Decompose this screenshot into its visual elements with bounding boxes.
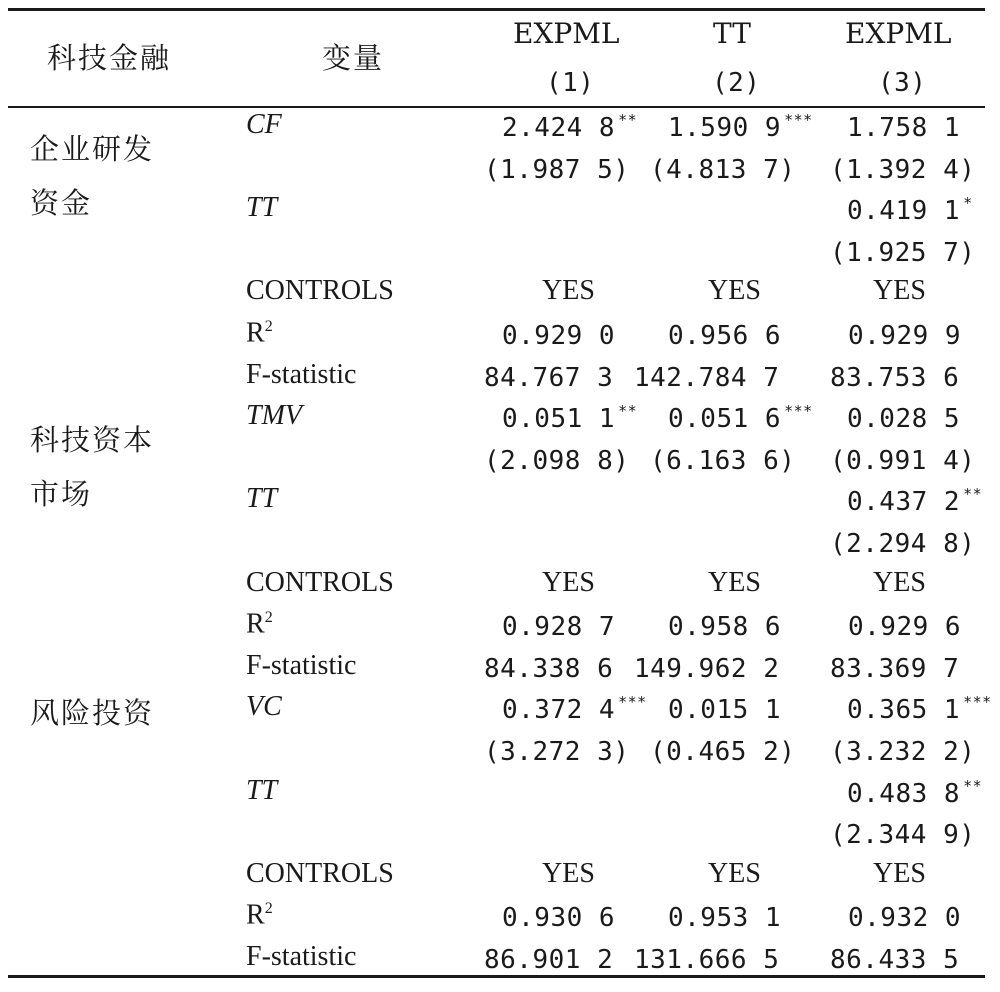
variable-name: CF xyxy=(246,109,282,140)
r-superscript: 2 xyxy=(264,318,273,335)
r-squared-label xyxy=(246,901,273,929)
coefficient-cell xyxy=(847,115,963,141)
coefficient-value: 0.483 8 xyxy=(847,779,961,809)
bottom-rule xyxy=(8,975,985,978)
variable-name: VC xyxy=(246,691,282,722)
t-statistic-cell: (3.272 3) xyxy=(484,737,630,767)
r-squared-cell: 0.953 1 xyxy=(668,903,782,933)
significance-stars: ** xyxy=(618,402,638,420)
f-statistic-cell: 84.767 3 xyxy=(484,363,614,393)
coefficient-value: 1.758 1 xyxy=(847,113,961,143)
f-statistic-cell: 131.666 5 xyxy=(634,945,780,975)
significance-stars: ** xyxy=(618,111,638,129)
group-name-line1: 企业研发 xyxy=(30,132,155,166)
coefficient-value: 0.028 5 xyxy=(847,404,961,434)
coefficient-cell xyxy=(502,402,638,434)
coefficient-cell xyxy=(502,111,638,143)
coefficient-cell xyxy=(847,406,963,432)
coefficient-cell xyxy=(847,693,992,725)
f-statistic-label: F-statistic xyxy=(246,650,357,681)
controls-cell: YES xyxy=(542,567,595,598)
significance-stars: * xyxy=(963,194,973,212)
controls-label: CONTROLS xyxy=(246,858,394,889)
t-statistic-cell: (2.294 8) xyxy=(830,529,976,559)
header-group-label: 科技金融 xyxy=(47,41,172,75)
coefficient-cell xyxy=(847,485,983,517)
coefficient-value: 0.051 6 xyxy=(668,404,782,434)
controls-label: CONTROLS xyxy=(246,567,394,598)
coefficient-cell xyxy=(668,111,813,143)
t-statistic-cell: (1.925 7) xyxy=(830,238,976,268)
f-statistic-cell: 142.784 7 xyxy=(634,363,780,393)
f-statistic-label: F-statistic xyxy=(246,941,357,972)
f-statistic-cell: 86.433 5 xyxy=(830,945,960,975)
controls-cell: YES xyxy=(873,275,926,306)
r-label: R xyxy=(246,899,265,931)
r-squared-cell: 0.929 9 xyxy=(848,321,962,351)
controls-cell: YES xyxy=(873,858,926,889)
f-statistic-cell: 84.338 6 xyxy=(484,654,614,684)
f-statistic-cell: 83.369 7 xyxy=(830,654,960,684)
header-col2-dep: TT xyxy=(713,17,751,50)
coefficient-cell xyxy=(847,194,973,226)
significance-stars: *** xyxy=(963,693,992,711)
header-col3-num: (3) xyxy=(878,68,927,98)
header-variable-label: 变量 xyxy=(322,41,385,75)
header-rule xyxy=(8,106,985,108)
group-name-line1: 风险投资 xyxy=(30,696,155,730)
significance-stars: ** xyxy=(963,777,983,795)
header-col3-dep: EXPML xyxy=(845,17,952,50)
variable-name: TT xyxy=(246,483,278,514)
significance-stars: *** xyxy=(618,693,647,711)
significance-stars: *** xyxy=(784,111,813,129)
r-squared-label xyxy=(246,319,273,347)
top-rule xyxy=(8,8,985,11)
r-squared-cell: 0.928 7 xyxy=(502,612,616,642)
controls-cell: YES xyxy=(708,275,761,306)
header-col2-num: (2) xyxy=(712,68,761,98)
significance-stars: ** xyxy=(963,485,983,503)
t-statistic-cell: (2.344 9) xyxy=(830,820,976,850)
t-statistic-cell: (2.098 8) xyxy=(484,446,630,476)
variable-name: TMV xyxy=(246,400,302,431)
coefficient-cell xyxy=(668,402,813,434)
t-statistic-cell: (6.163 6) xyxy=(650,446,796,476)
t-statistic-cell: (0.991 4) xyxy=(830,446,976,476)
f-statistic-cell: 83.753 6 xyxy=(830,363,960,393)
t-statistic-cell: (1.987 5) xyxy=(484,155,630,185)
r-superscript: 2 xyxy=(264,900,273,917)
r-label: R xyxy=(246,608,265,640)
controls-cell: YES xyxy=(542,858,595,889)
coefficient-cell xyxy=(502,693,647,725)
r-squared-cell: 0.958 6 xyxy=(668,612,782,642)
header-col1-dep: EXPML xyxy=(513,17,620,50)
controls-cell: YES xyxy=(542,275,595,306)
header-col1-num: (1) xyxy=(546,68,595,98)
coefficient-value: 0.015 1 xyxy=(668,695,782,725)
coefficient-value: 0.372 4 xyxy=(502,695,616,725)
coefficient-value: 0.365 1 xyxy=(847,695,961,725)
coefficient-value: 2.424 8 xyxy=(502,113,616,143)
r-squared-label xyxy=(246,610,273,638)
group-name-line1: 科技资本 xyxy=(30,423,155,457)
controls-label: CONTROLS xyxy=(246,275,394,306)
coefficient-cell xyxy=(668,697,784,723)
t-statistic-cell: (1.392 4) xyxy=(830,155,976,185)
controls-cell: YES xyxy=(708,567,761,598)
controls-cell: YES xyxy=(873,567,926,598)
t-statistic-cell: (3.232 2) xyxy=(830,737,976,767)
controls-cell: YES xyxy=(708,858,761,889)
coefficient-value: 0.051 1 xyxy=(502,404,616,434)
f-statistic-cell: 149.962 2 xyxy=(634,654,780,684)
r-label: R xyxy=(246,317,265,349)
group-name-line2: 市场 xyxy=(30,477,93,511)
f-statistic-label: F-statistic xyxy=(246,359,357,390)
group-name-line2: 资金 xyxy=(30,186,93,220)
r-squared-cell: 0.956 6 xyxy=(668,321,782,351)
r-squared-cell: 0.929 6 xyxy=(848,612,962,642)
r-superscript: 2 xyxy=(264,609,273,626)
coefficient-cell xyxy=(847,777,983,809)
coefficient-value: 0.437 2 xyxy=(847,487,961,517)
significance-stars: *** xyxy=(784,402,813,420)
f-statistic-cell: 86.901 2 xyxy=(484,945,614,975)
t-statistic-cell: (4.813 7) xyxy=(650,155,796,185)
r-squared-cell: 0.929 0 xyxy=(502,321,616,351)
coefficient-value: 0.419 1 xyxy=(847,196,961,226)
coefficient-value: 1.590 9 xyxy=(668,113,782,143)
r-squared-cell: 0.930 6 xyxy=(502,903,616,933)
variable-name: TT xyxy=(246,192,278,223)
variable-name: TT xyxy=(246,775,278,806)
t-statistic-cell: (0.465 2) xyxy=(650,737,796,767)
r-squared-cell: 0.932 0 xyxy=(848,903,962,933)
